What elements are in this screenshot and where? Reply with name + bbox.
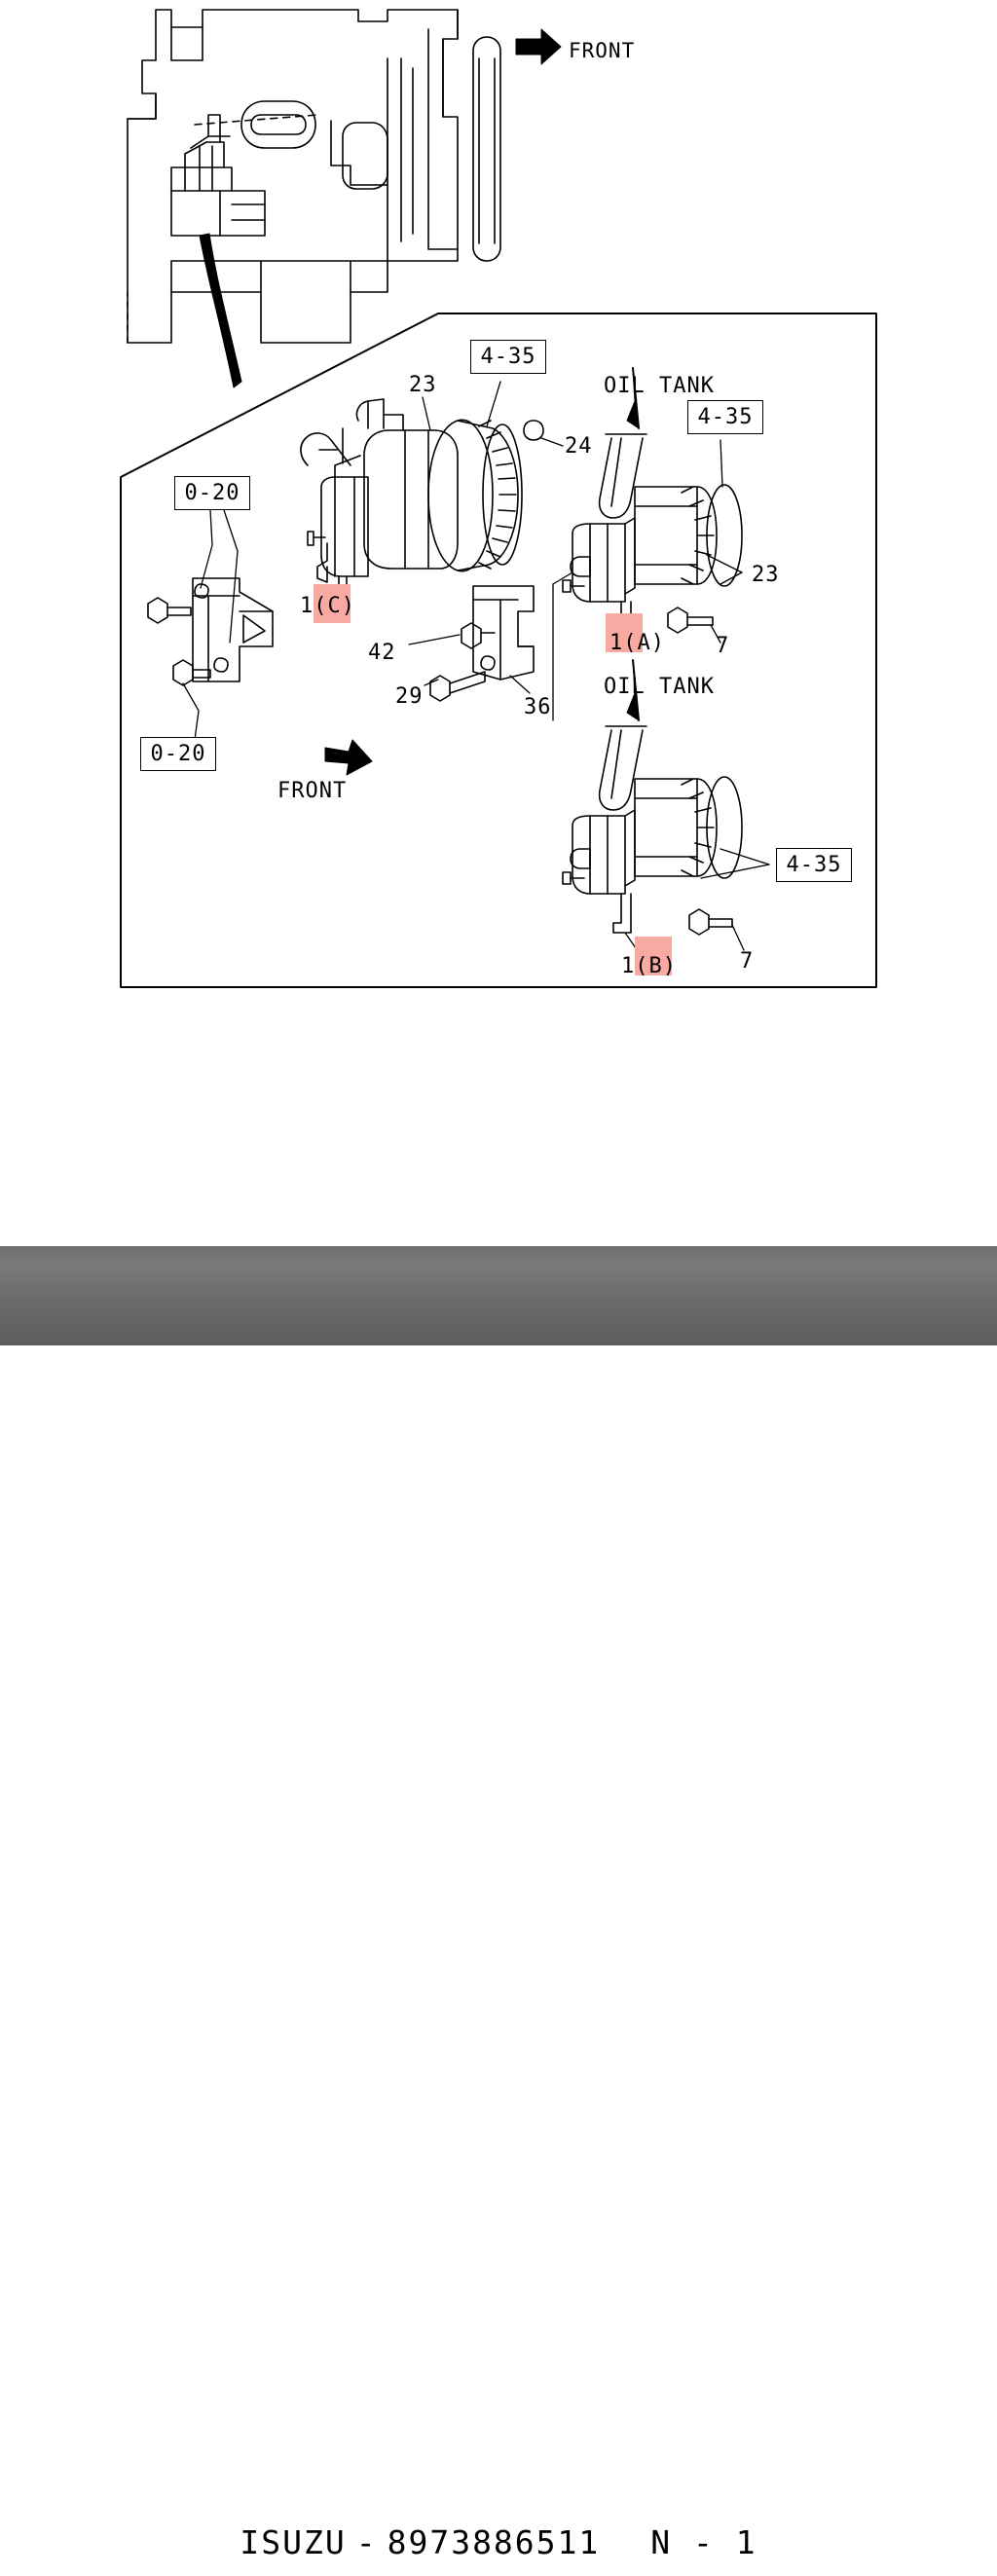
- brand-label: ISUZU: [240, 2522, 347, 2561]
- callout-7-upper: 7: [716, 634, 730, 658]
- callout-42: 42: [368, 641, 396, 665]
- detail-front-label: FRONT: [277, 779, 348, 803]
- callout-29: 29: [395, 684, 424, 709]
- overview-front-label: FRONT: [569, 39, 636, 62]
- callout-1C: 1(C): [300, 594, 355, 618]
- callout-24: 24: [565, 434, 593, 459]
- callout-1A: 1(A): [609, 631, 665, 655]
- footer-bar: [0, 1246, 997, 2561]
- brand-part-separator: -: [355, 2522, 378, 2561]
- ref-box-0-20-lower[interactable]: 0-20: [140, 737, 216, 771]
- callout-23-right: 23: [752, 563, 780, 587]
- callout-36: 36: [524, 695, 552, 719]
- ref-box-0-20-upper[interactable]: 0-20: [174, 476, 250, 510]
- callout-7-lower: 7: [740, 949, 755, 974]
- ref-box-4-35-right[interactable]: 4-35: [687, 400, 763, 434]
- footer-label-strip: [222, 2508, 775, 2576]
- page-code: N - 1: [650, 2522, 757, 2561]
- oil-tank-label-upper: OIL TANK: [604, 374, 715, 398]
- part-number: 8973886511: [387, 2522, 601, 2561]
- callout-1B: 1(B): [621, 954, 677, 978]
- callout-23-top: 23: [409, 373, 437, 397]
- oil-tank-label-lower: OIL TANK: [604, 675, 715, 699]
- ref-box-4-35-bottom[interactable]: 4-35: [776, 848, 852, 882]
- ref-box-4-35-top[interactable]: 4-35: [470, 340, 546, 374]
